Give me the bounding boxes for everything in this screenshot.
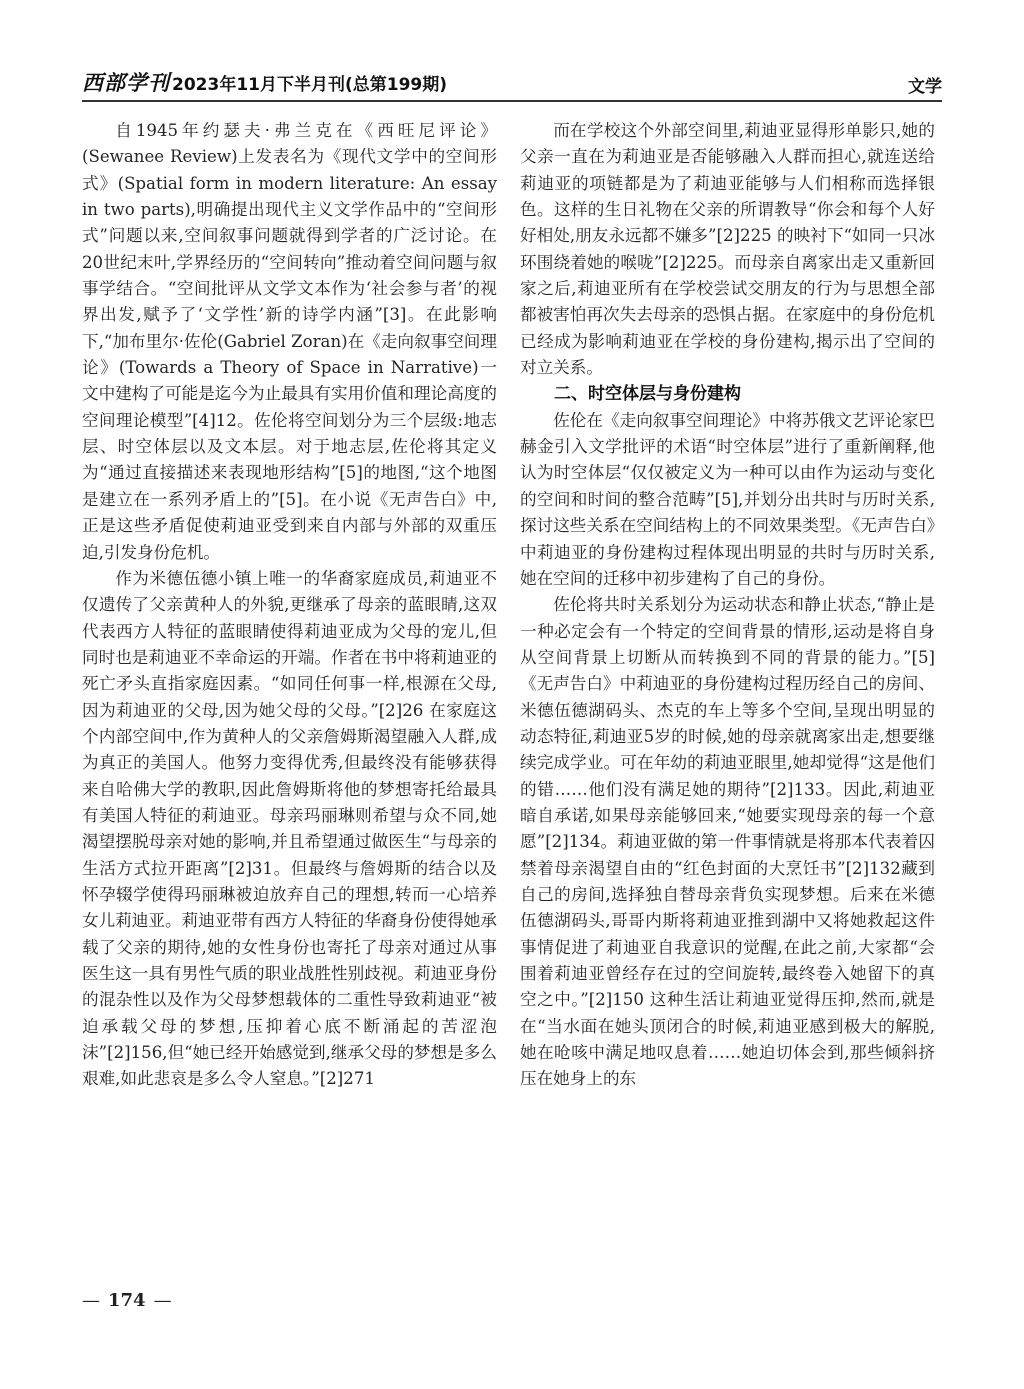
paragraph: 作为米德伍德小镇上唯一的华裔家庭成员,莉迪亚不仅遗传了父亲黄种人的外貌,更继承了母亲的蓝眼睛,这双代表西方人特征的蓝眼睛使得莉迪亚成为父母的宠儿,但同时也是莉迪亚不幸命运的开端。作者在书中将莉迪亚的死亡矛头直指家庭因素。“如同任何事一样,根源在父母,因为莉迪亚的父母,因为她父母的父母。”[2]26 在家庭这个内部空间中,作为黄种人的父亲詹姆斯渴望融入人群,成为真正的美国人。他努力变得优秀,但最终没有能够获得来自哈佛大学的教职,因此詹姆斯将他的梦想寄托给最具有美国人特征的莉迪亚。母亲玛丽琳则希望与众不同,她渴望摆脱母亲对她的影响,并且希望通过做医生“与母亲的生活方式拉开距离”[2]31。但最终与詹姆斯的结合以及怀孕辍学使得玛丽琳被迫放弃自己的理想,转而一心培养女儿莉迪亚。莉迪亚带有西方人特征的华裔身份使得她承载了父亲的期待,她的女性身份也寄托了母亲对通过从事医生这一具有男性气质的职业战胜性别歧视。莉迪亚身份的混杂性以及作为父母梦想载体的二重性导致莉迪亚“被迫承载父母的梦想,压抑着心底不断涌起的苦涩泡沫”[2]156,但“她已经开始感觉到,继承父母的梦想是多么艰难,如此悲哀是多么令人窒息。”[2]271: [82, 568, 497, 1089]
running-header: [82, 66, 942, 102]
journal-logo: 西部学刊: [82, 70, 170, 95]
paragraph: 自1945年约瑟夫·弗兰克在《西旺尼评论》(Sewanee Review)上发表名为《现代文学中的空间形式》(Spatial form in modern literature: An essay in two parts),明确提出现代主义文学作品中的“空间形式”问题以来,空间叙事问题就得到学者的广泛讨论。在20世纪末叶,学界经历的“空间转向”推动着空间问题与叙事学结合。“空间批评从文学文本作为‘社会参与者’的视界出发,赋予了‘文学性’新的诗学内涵”[3]。在此影响下,“加布里尔·佐伦(Gabriel Zoran)在《走向叙事空间理论》(Towards a Theory of Space in Narrative)一文中建构了可能是迄今为止最具有实用价值和理论高度的空间理论模型”[4]12。佐伦将空间划分为三个层级:地志层、时空体层以及文本层。对于地志层,佐伦将其定义为“通过直接描述来表现地形结构”[5]的地图,“这个地图是建立在一系列矛盾上的”[5]。在小说《无声告白》中,正是这些矛盾促使莉迪亚受到来自内部与外部的双重压迫,引发身份危机。: [82, 121, 497, 562]
paragraph: 佐伦在《走向叙事空间理论》中将苏俄文艺评论家巴赫金引入文学批评的术语“时空体层”进行了重新阐释,他认为时空体层“仅仅被定义为一种可以由作为运动与变化的空间和时间的整合范畴”[5],并划分出共时与历时关系,探讨这些关系在空间结构上的不同效果类型。《无声告白》中莉迪亚的身份建构过程体现出明显的共时与历时关系,她在空间的迁移中初步建构了自己的身份。: [520, 410, 935, 588]
paragraph: 佐伦将共时关系划分为运动状态和静止状态,“静止是一种必定会有一个特定的空间背景的情形,运动是将自身从空间背景上切断从而转换到不同的背景的能力。”[5]《无声告白》中莉迪亚的身份建构过程历经自己的房间、米德伍德湖码头、杰克的车上等多个空间,呈现出明显的动态特征,莉迪亚5岁的时候,她的母亲就离家出走,想要继续完成学业。可在年幼的莉迪亚眼里,她却觉得“这是他们的错……他们没有满足她的期待”[2]133。因此,莉迪亚暗自承诺,如果母亲能够回来,“她要实现母亲的每一个意愿”[2]134。莉迪亚做的第一件事情就是将那本代表着囚禁着母亲渴望自由的“红色封面的大烹饪书”[2]132藏到自己的房间,选择独自替母亲背负实现梦想。后来在米德伍德湖码头,哥哥内斯将莉迪亚推到湖中又将她救起这件事情促进了莉迪亚自我意识的觉醒,在此之前,大家都“会围着莉迪亚曾经存在过的空间旋转,最终卷入她留下的真空之中。”[2]150 这种生活让莉迪亚觉得压抑,然而,就是在“当水面在她头顶闭合的时候,莉迪亚感到极大的解脱,她在呛咳中满足地叹息着……她迫切体会到,那些倾斜挤压在她身上的东: [520, 595, 935, 1089]
paragraph: 而在学校这个外部空间里,莉迪亚显得形单影只,她的父亲一直在为莉迪亚是否能够融入人群而担心,就连送给莉迪亚的项链都是为了莉迪亚能够与人们相称而选择银色。这样的生日礼物在父亲的所谓教导“你会和每个人好好相处,朋友永远都不嫌多”[2]225 的映衬下“如同一只冰环围绕着她的喉咙”[2]225。而母亲自离家出走又重新回家之后,莉迪亚所有在学校尝试交朋友的行为与思想全部都被害怕再次失去母亲的恐惧占据。在家庭中的身份危机已经成为影响莉迪亚在学校的身份建构,揭示出了空间的对立关系。: [520, 121, 935, 378]
footer-dash-left: —: [82, 1290, 100, 1311]
section-heading: 二、时空体层与身份建构: [554, 384, 741, 405]
left-column: [82, 118, 497, 1093]
footer-dash-right: —: [153, 1290, 172, 1311]
header-journal-info: [82, 67, 447, 100]
section-label: 文学: [908, 77, 942, 97]
right-column: [520, 118, 935, 1093]
page-number: 174: [108, 1290, 146, 1311]
issue-info: 2023年11月下半月刊(总第199期): [172, 75, 447, 95]
page-footer: [82, 1290, 172, 1311]
